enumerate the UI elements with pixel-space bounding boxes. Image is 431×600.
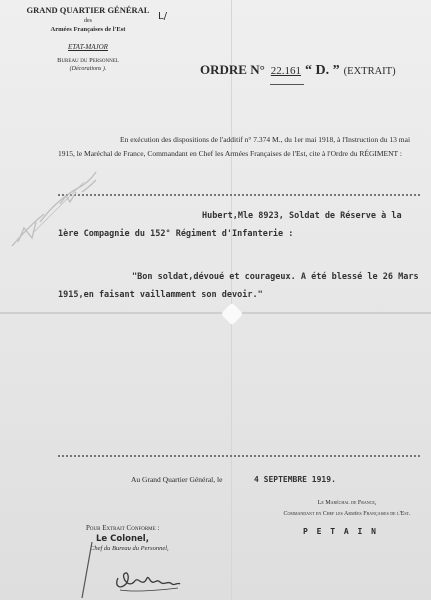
faded-stamp-icon (4, 162, 124, 254)
order-letter: “ D. ” (305, 63, 340, 78)
place-line: Au Grand Quartier Général, le (131, 475, 223, 484)
date-line: 4 SEPTEMBRE 1919. (254, 475, 336, 484)
header-decorations: (Décorations ). (69, 66, 107, 72)
header-des: des (84, 18, 92, 24)
signatory-command: Commandant en Chef les Armées Françaises de l'Est. (283, 511, 411, 517)
dotted-separator-bottom (58, 455, 420, 457)
bureau-chief-label: Chef du Bureau du Personnel, (90, 545, 169, 552)
title-flourish (270, 84, 304, 85)
handwritten-signature-icon (112, 560, 182, 594)
soldier-line-1: Hubert,Mle 8923, Soldat de Réserve à la (202, 211, 402, 221)
signatory-name: P E T A I N (303, 527, 378, 536)
fold-crease-horizontal (0, 312, 431, 314)
colonel-label: Le Colonel, (96, 534, 149, 544)
paper-tear (221, 303, 244, 326)
citation-line-1: "Bon soldat,dévoué et courageux. A été blessé le 26 Mars (132, 272, 419, 282)
header-armies: Armées Françaises de l'Est (50, 26, 126, 33)
header-bureau: Bureau du Personnel (57, 57, 119, 64)
margin-stroke (0, 540, 116, 600)
order-extract: (EXTRAIT) (343, 66, 396, 77)
signatory-rank: Le Maréchal de France, (317, 500, 377, 506)
order-number: 22.161 (270, 65, 302, 77)
soldier-line-2: 1ère Compagnie du 152° Régiment d'Infanterie : (58, 229, 294, 239)
header-hq: GRAND QUARTIER GÉNÉRAL (26, 5, 150, 15)
fold-crease-vertical (231, 0, 232, 600)
conform-label: Pour Extrait Conforme : (86, 524, 160, 532)
signatory-title (272, 498, 422, 520)
header-etat-major: ETAT-MAJOR (68, 43, 108, 51)
intro-paragraph: En exécution des dispositions de l'additif n° 7.374 M., du 1er mai 1918, à l'Instruction du 13 mai 1915, le Maréchal de France, Commandant en Chef les Armées Françaises de l'Est, cite à l'Ordre du RÉGIMENT : (58, 135, 411, 158)
order-title (200, 62, 396, 79)
order-label: ORDRE N° (200, 62, 265, 77)
citation-line-2: 1915,en faisant vaillamment son devoir." (58, 290, 263, 300)
handwritten-reference: L/ (158, 11, 167, 22)
